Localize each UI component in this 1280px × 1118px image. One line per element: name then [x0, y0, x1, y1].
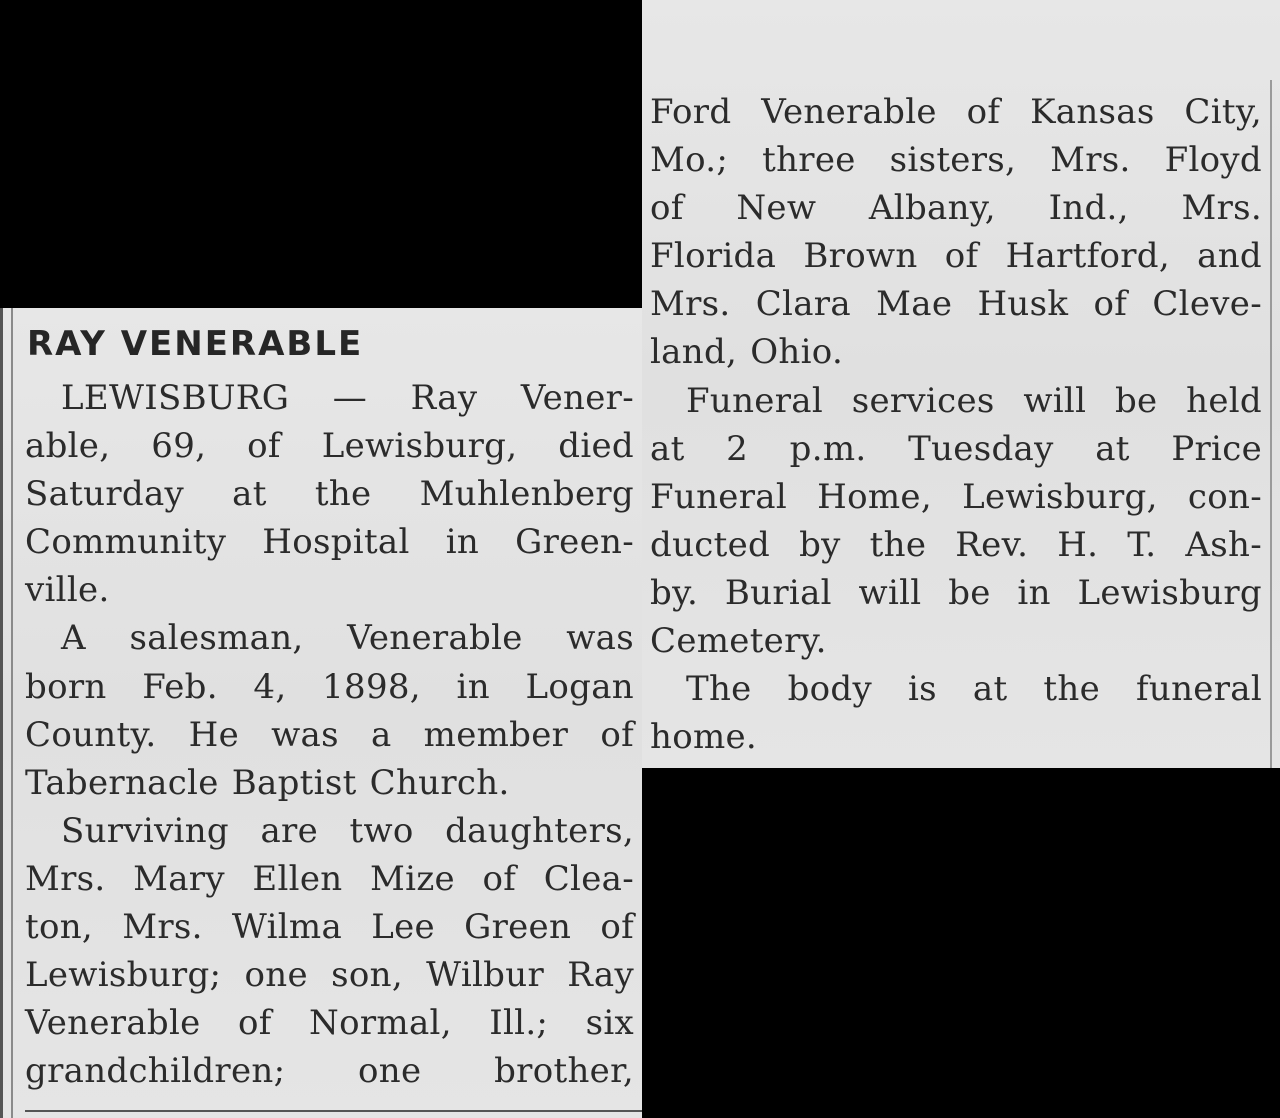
- paragraph-death-notice: [25, 374, 634, 614]
- paragraph-survivors-continued: [650, 88, 1262, 377]
- text-line: Tabernacle Baptist Church.: [25, 762, 510, 803]
- text-line: at 2 p.m. Tuesday at Price: [650, 428, 1262, 469]
- text-line: Cemetery.: [650, 621, 827, 662]
- paragraph-body-location: [650, 665, 1262, 761]
- text-line: ville.: [25, 570, 110, 611]
- obituary-headline: RAY VENERABLE: [27, 324, 364, 364]
- text-line: Venerable of Normal, Ill.; six: [25, 1003, 634, 1044]
- obituary-clip-left: [0, 308, 642, 1118]
- text-line: ton, Mrs. Wilma Lee Green of: [25, 907, 634, 948]
- text-line: Community Hospital in Green-: [25, 522, 634, 563]
- text-line: Surviving are two daughters,: [61, 810, 634, 851]
- text-line: grandchildren; one brother,: [25, 1051, 634, 1092]
- obituary-clip-right: [642, 0, 1280, 768]
- paragraph-funeral-services: [650, 377, 1262, 666]
- text-line: land, Ohio.: [650, 332, 844, 373]
- text-line: home.: [650, 717, 758, 758]
- text-line: The body is at the funeral: [686, 669, 1262, 710]
- text-line: of New Albany, Ind., Mrs.: [650, 188, 1262, 229]
- text-line: County. He was a member of: [25, 714, 634, 755]
- text-line: Mrs. Clara Mae Husk of Cleve-: [650, 284, 1262, 325]
- column-bottom-rule: [25, 1110, 642, 1112]
- text-line: Funeral Home, Lewisburg, con-: [650, 476, 1262, 517]
- text-line: A salesman, Venerable was: [61, 618, 634, 659]
- text-line: Lewisburg; one son, Wilbur Ray: [25, 955, 634, 996]
- text-line: Ford Venerable of Kansas City,: [650, 92, 1262, 132]
- text-line: born Feb. 4, 1898, in Logan: [25, 666, 634, 707]
- text-line: Florida Brown of Hartford, and: [650, 236, 1262, 277]
- text-line: by. Burial will be in Lewisburg: [650, 572, 1262, 613]
- text-line: Saturday at the Muhlenberg: [25, 474, 634, 515]
- text-line: Mrs. Mary Ellen Mize of Clea-: [25, 858, 634, 899]
- text-line: ducted by the Rev. H. T. Ash-: [650, 524, 1262, 565]
- text-line: able, 69, of Lewisburg, died: [25, 426, 634, 467]
- paragraph-biography: [25, 614, 634, 806]
- text-line: Funeral services will be held: [686, 380, 1262, 421]
- text-line: Mo.; three sisters, Mrs. Floyd: [650, 140, 1262, 181]
- paragraph-survivors: [25, 807, 634, 1096]
- text-line: LEWISBURG — Ray Vener-: [61, 378, 634, 418]
